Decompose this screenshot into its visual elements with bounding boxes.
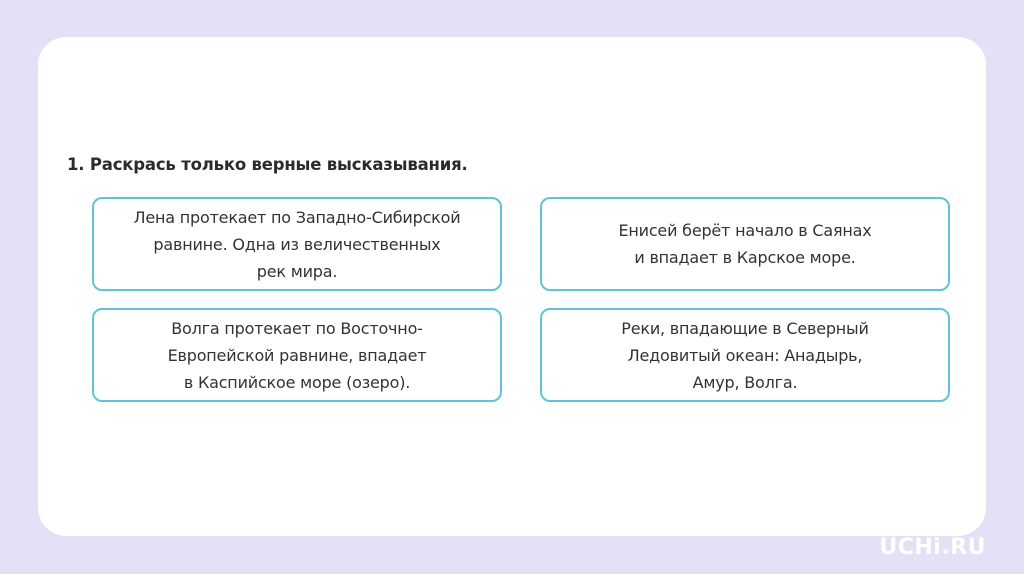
uchi-ru-logo: UCHi.RU <box>879 535 986 560</box>
statement-text: Реки, впадающие в Северный Ледовитый океан: Анадырь, Амур, Волга. <box>621 318 869 392</box>
statement-box-yenisei[interactable] <box>540 197 950 291</box>
statement-text: Енисей берёт начало в Саянах и впадает в Карское море. <box>618 221 872 267</box>
statement-box-arctic-rivers[interactable] <box>540 308 950 402</box>
statement-box-lena[interactable] <box>92 197 502 291</box>
task-title: 1. Раскрась только верные высказывания. <box>67 155 468 174</box>
statement-text: Лена протекает по Западно-Сибирской равнине. Одна из величественных рек мира. <box>133 207 461 281</box>
statement-text: Волга протекает по Восточно- Европейской равнине, впадает в Каспийское море (озеро). <box>167 318 427 392</box>
statement-box-volga[interactable] <box>92 308 502 402</box>
